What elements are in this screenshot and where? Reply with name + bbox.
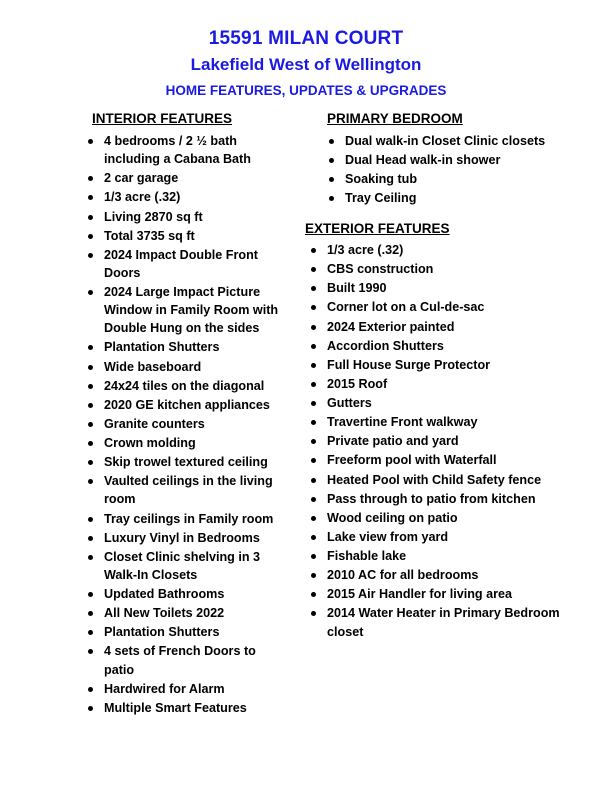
list-item: Total 3735 sq ft <box>82 227 285 245</box>
list-item: 24x24 tiles on the diagonal <box>82 377 285 395</box>
interior-features-column <box>30 110 285 717</box>
list-item: CBS construction <box>305 260 575 278</box>
list-item: Granite counters <box>82 415 285 433</box>
list-item: Multiple Smart Features <box>82 699 285 717</box>
list-item: Full House Surge Protector <box>305 356 575 374</box>
list-item: Vaulted ceilings in the living room <box>82 472 285 508</box>
primary-bedroom-list <box>305 132 575 208</box>
list-item: 2014 Water Heater in Primary Bedroom closet <box>305 604 575 640</box>
list-item: Tray ceilings in Family room <box>82 510 285 528</box>
interior-features-list <box>82 132 285 717</box>
list-item: Living 2870 sq ft <box>82 208 285 226</box>
list-item: Skip trowel textured ceiling <box>82 453 285 471</box>
list-item: Updated Bathrooms <box>82 585 285 603</box>
list-item: 4 bedrooms / 2 ½ bath including a Cabana Bath <box>82 132 285 168</box>
right-column <box>285 110 575 641</box>
list-item: 2015 Air Handler for living area <box>305 585 575 603</box>
list-item: Corner lot on a Cul-de-sac <box>305 298 575 316</box>
list-item: 4 sets of French Doors to patio <box>82 642 285 678</box>
list-item: 2020 GE kitchen appliances <box>82 396 285 414</box>
list-item: Built 1990 <box>305 279 575 297</box>
list-item: Lake view from yard <box>305 528 575 546</box>
exterior-features-heading: EXTERIOR FEATURES <box>305 220 450 236</box>
list-item: 2024 Large Impact Picture Window in Family Room with Double Hung on the sides <box>82 283 285 337</box>
list-item: 1/3 acre (.32) <box>82 188 285 206</box>
list-item: 1/3 acre (.32) <box>305 241 575 259</box>
content-columns <box>30 110 582 717</box>
interior-features-heading: INTERIOR FEATURES <box>92 111 233 127</box>
list-item: 2024 Impact Double Front Doors <box>82 246 285 282</box>
page-tagline: HOME FEATURES, UPDATES & UPGRADES <box>165 82 447 98</box>
list-item: Travertine Front walkway <box>305 413 575 431</box>
list-item: Accordion Shutters <box>305 337 575 355</box>
exterior-features-list <box>305 241 575 641</box>
list-item: 2024 Exterior painted <box>305 318 575 336</box>
list-item: Luxury Vinyl in Bedrooms <box>82 529 285 547</box>
list-item: Crown molding <box>82 434 285 452</box>
page-subtitle: Lakefield West of Wellington <box>190 54 422 74</box>
list-item: Pass through to patio from kitchen <box>305 490 575 508</box>
list-item: Dual Head walk-in shower <box>305 151 575 169</box>
list-item: Gutters <box>305 394 575 412</box>
list-item: Private patio and yard <box>305 432 575 450</box>
list-item: Plantation Shutters <box>82 623 285 641</box>
list-item: Fishable lake <box>305 547 575 565</box>
list-item: Heated Pool with Child Safety fence <box>305 471 575 489</box>
list-item: Freeform pool with Waterfall <box>305 451 575 469</box>
list-item: 2015 Roof <box>305 375 575 393</box>
list-item: Closet Clinic shelving in 3 Walk-In Closets <box>82 548 285 584</box>
list-item: Dual walk-in Closet Clinic closets <box>305 132 575 150</box>
list-item: 2010 AC for all bedrooms <box>305 566 575 584</box>
header-block <box>30 26 582 100</box>
page-title: 15591 MILAN COURT <box>208 28 404 49</box>
list-item: Tray Ceiling <box>305 189 575 207</box>
list-item: Plantation Shutters <box>82 338 285 356</box>
list-item: Wide baseboard <box>82 358 285 376</box>
list-item: All New Toilets 2022 <box>82 604 285 622</box>
list-item: Wood ceiling on patio <box>305 509 575 527</box>
list-item: 2 car garage <box>82 169 285 187</box>
primary-bedroom-heading: PRIMARY BEDROOM <box>327 111 463 127</box>
list-item: Soaking tub <box>305 170 575 188</box>
list-item: Hardwired for Alarm <box>82 680 285 698</box>
